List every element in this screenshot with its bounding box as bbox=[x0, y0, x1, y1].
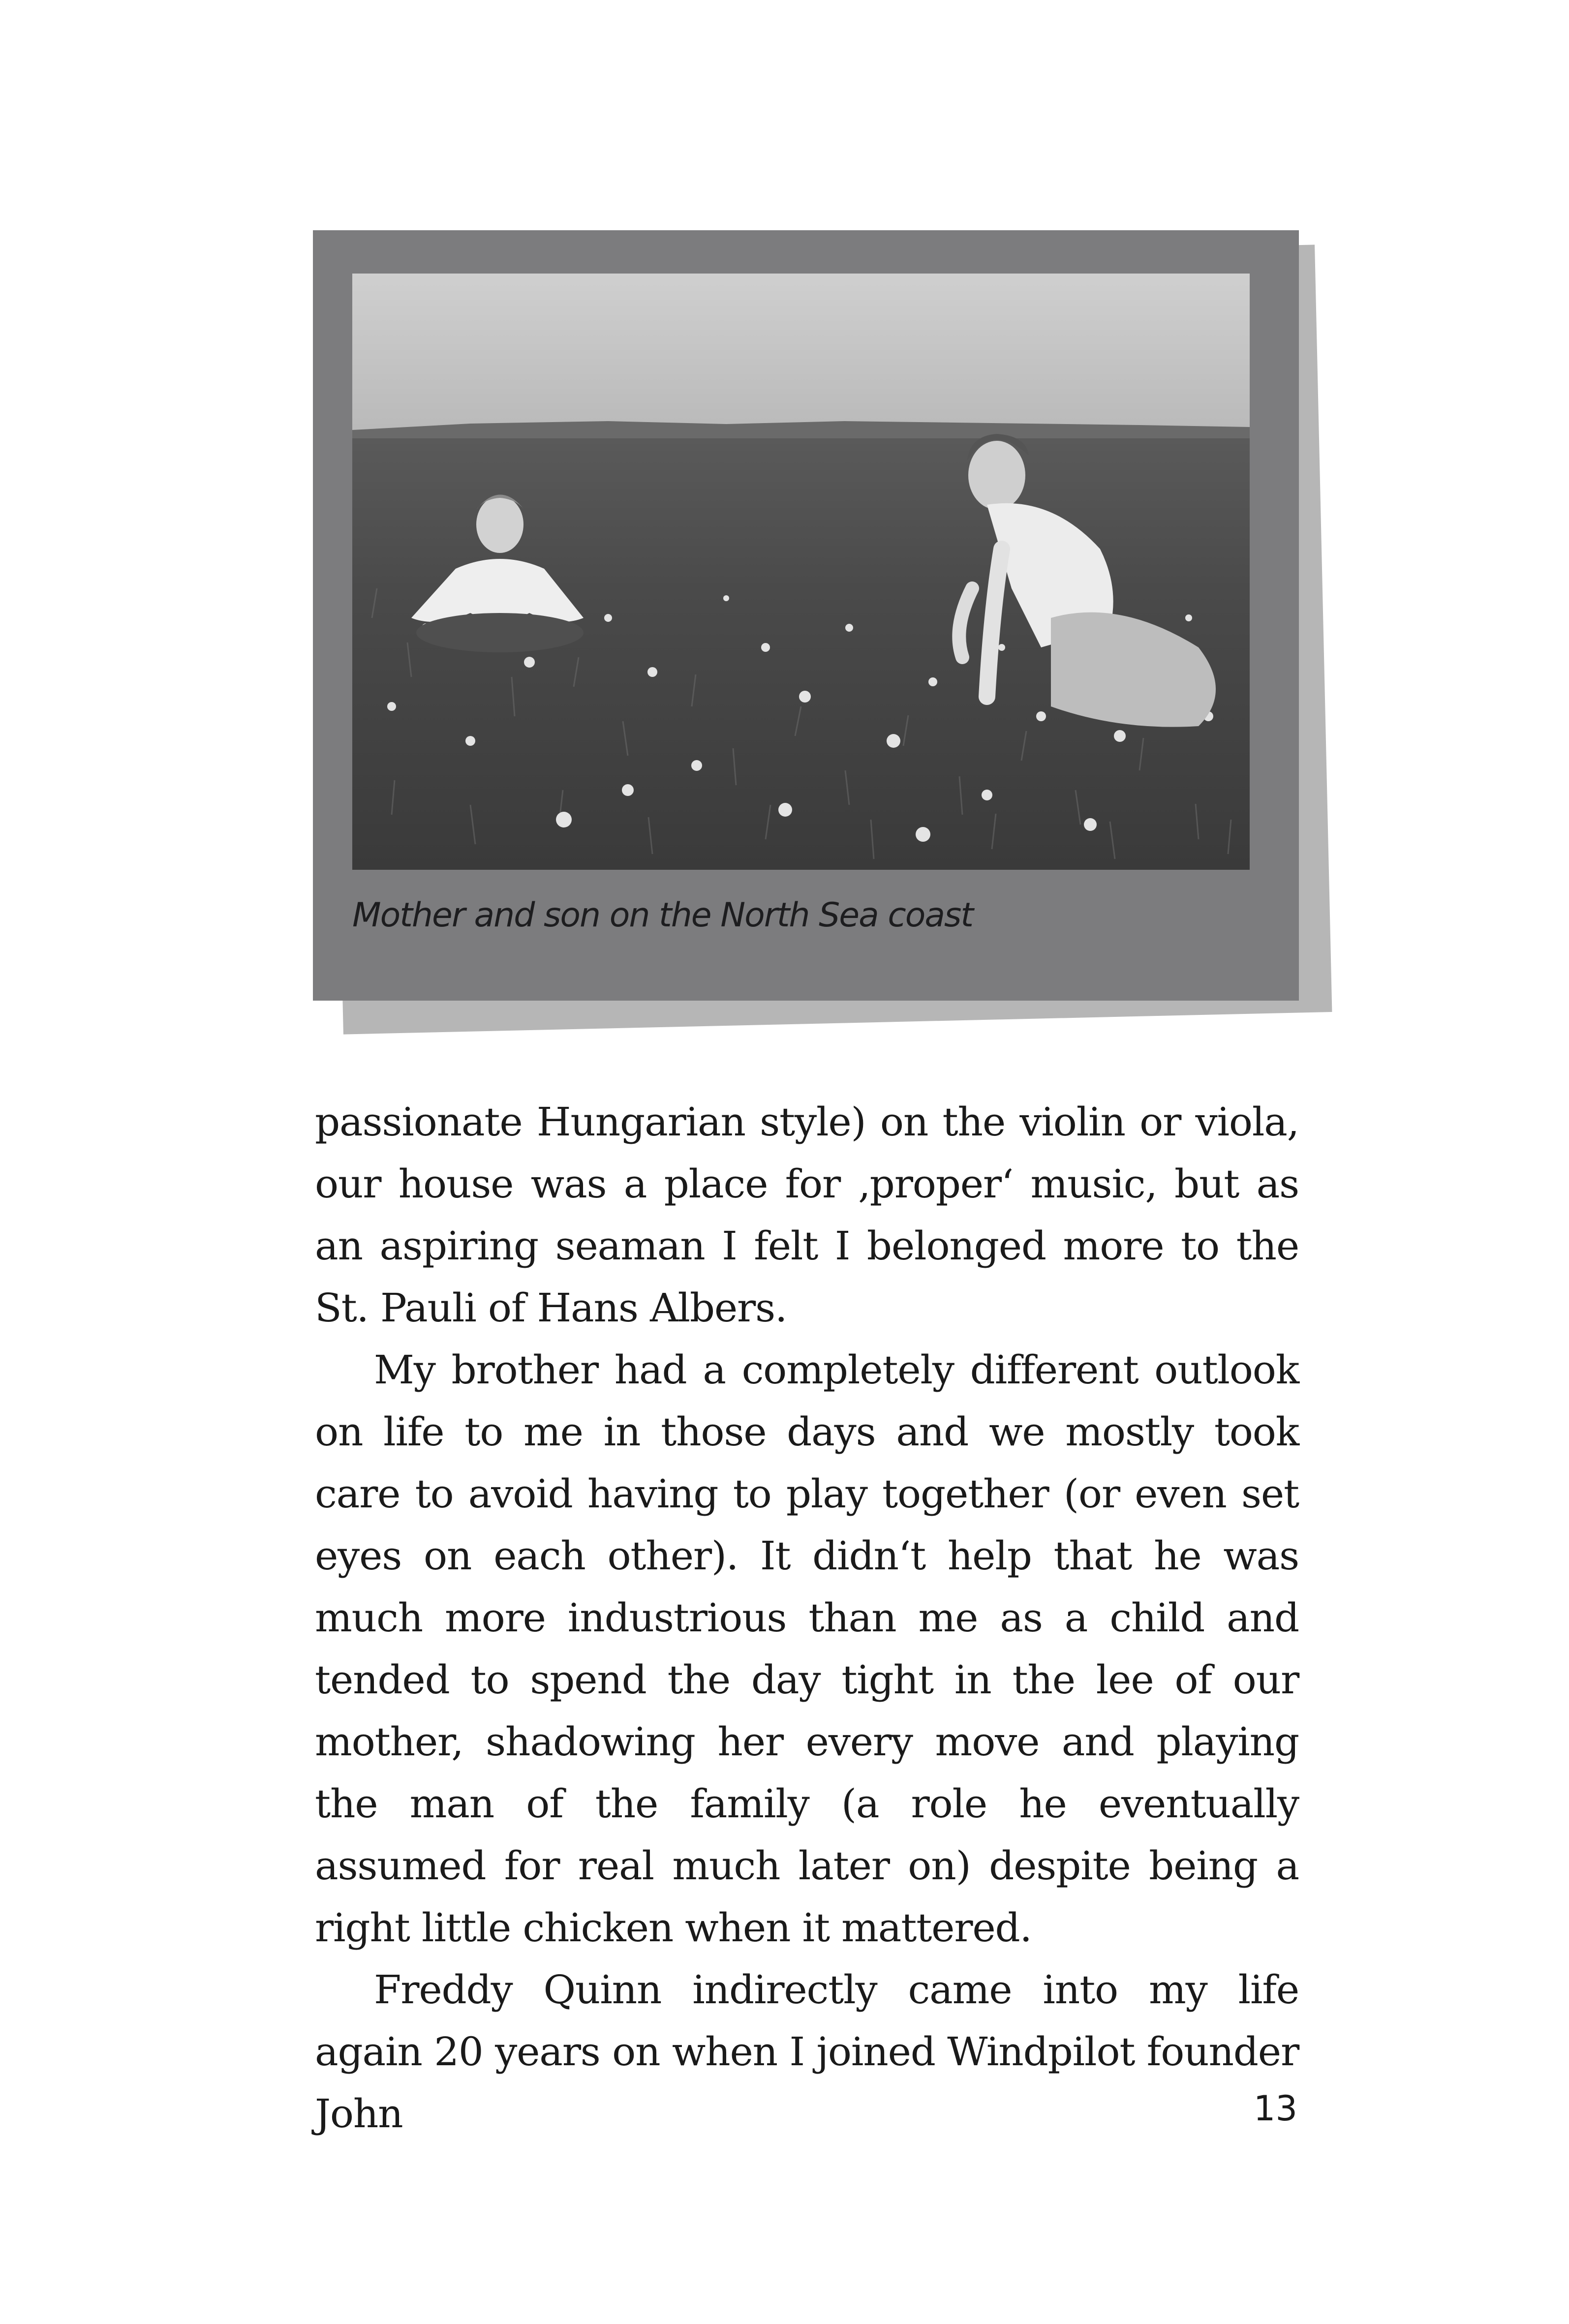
paragraph-2: My brother had a completely different outlook on life to me in those days and we mostly took care to avoid having to play together (or even set eyes on each other). It didn‘t help that he was much more industrious than me as a child and tended to spend the day tight in the lee of our mother, shadowing her every move and playing the man of the family (a role he eventually assumed for real much later on) despite being a right little chicken when it mattered. bbox=[315, 1347, 1299, 1951]
body-text bbox=[315, 1091, 1299, 2145]
photo-image bbox=[352, 274, 1250, 870]
paragraph-1: passionate Hungarian style) on the violin or viola, our house was a place for ‚proper‘ music, but as an aspiring seaman I felt I belonged more to the St. Pauli of Hans Albers. bbox=[315, 1099, 1299, 1331]
photo-caption: Mother and son on the North Sea coast bbox=[352, 896, 973, 935]
photo-mother-and-son bbox=[352, 274, 1250, 870]
photo-frame bbox=[313, 230, 1299, 1001]
page-number: 13 bbox=[1253, 2088, 1297, 2129]
paragraph-3: Freddy Quinn indirectly came into my life again 20 years on when I joined Windpilot founder John bbox=[315, 1967, 1299, 2137]
